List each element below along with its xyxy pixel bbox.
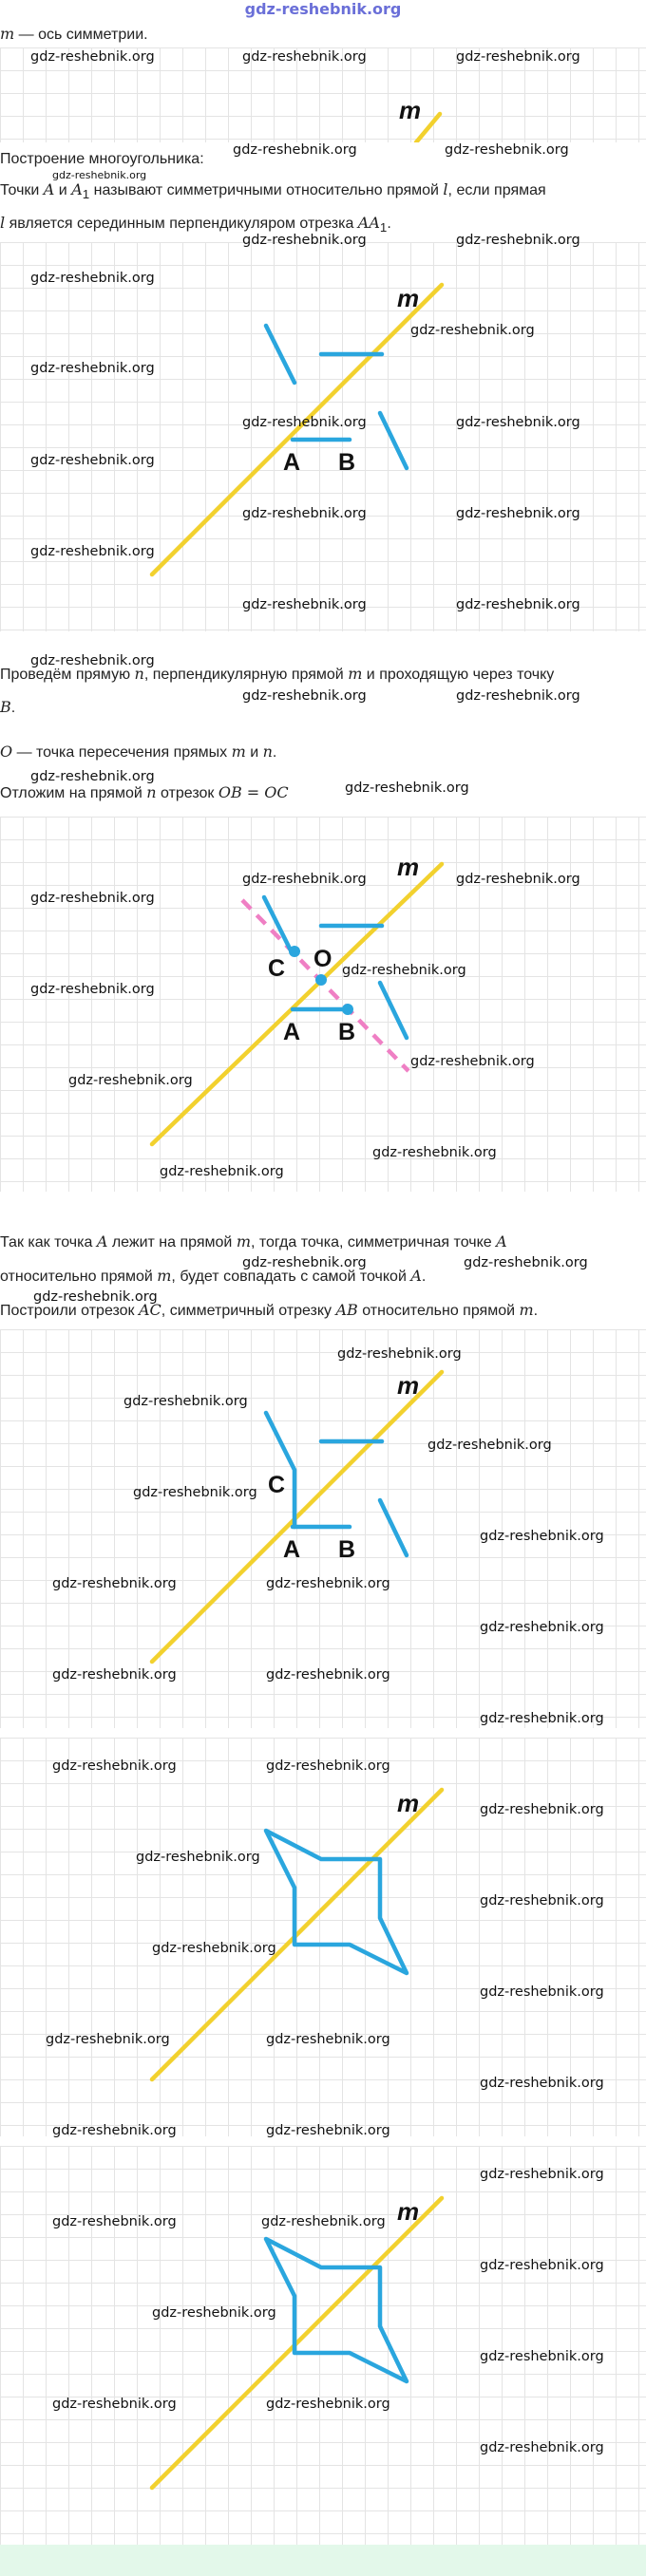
watermark: gdz-reshebnik.org [480,1711,604,1726]
site-title[interactable]: gdz-reshebnik.org [244,0,402,18]
watermark: gdz-reshebnik.org [261,2214,386,2229]
watermark: gdz-reshebnik.org [456,49,580,65]
watermark: gdz-reshebnik.org [456,688,580,704]
figure-initial-shape [0,242,646,631]
watermark: gdz-reshebnik.org [242,872,367,887]
watermark: gdz-reshebnik.org [30,769,155,784]
watermark: gdz-reshebnik.org [30,653,155,668]
watermark: gdz-reshebnik.org [52,2397,177,2412]
watermark: gdz-reshebnik.org [480,1529,604,1544]
watermark: gdz-reshebnik.org [52,1758,177,1774]
label-a: A [283,1019,301,1045]
watermark: gdz-reshebnik.org [124,1394,248,1409]
watermark: gdz-reshebnik.org [30,982,155,997]
watermark: gdz-reshebnik.org [30,891,155,906]
text-line-5: Проведём прямую n, перпендикулярную прямой m и проходящую через точку [0,665,555,683]
segment-upper-left [266,326,294,383]
watermark: gdz-reshebnik.org [456,233,580,248]
label-m: m [397,284,420,312]
watermark: gdz-reshebnik.org [480,2076,604,2091]
watermark: gdz-reshebnik.org [480,1802,604,1817]
watermark: gdz-reshebnik.org [133,1485,257,1500]
segment-lower-right [380,413,407,468]
watermark: gdz-reshebnik.org [52,1576,177,1591]
watermark: gdz-reshebnik.org [456,506,580,521]
watermark: gdz-reshebnik.org [480,2349,604,2364]
watermark: gdz-reshebnik.org [480,2167,604,2182]
watermark: gdz-reshebnik.org [266,2123,390,2138]
watermark: gdz-reshebnik.org [456,415,580,430]
watermark: gdz-reshebnik.org [52,169,147,181]
watermark: gdz-reshebnik.org [410,1054,535,1069]
label-b: B [338,449,356,476]
watermark: gdz-reshebnik.org [480,2440,604,2455]
watermark: gdz-reshebnik.org [242,688,367,704]
watermark: gdz-reshebnik.org [30,271,155,286]
label-a: A [283,449,301,476]
watermark: gdz-reshebnik.org [30,453,155,468]
label-c: C [268,955,286,982]
label-a: A [283,1536,301,1563]
watermark: gdz-reshebnik.org [480,1620,604,1635]
segment-lower-right [380,1500,407,1555]
label-m: m [397,2197,420,2226]
text-line-3: Точки A и $A_1$ называют симметричными относительно прямой l, если прямая [0,180,546,202]
watermark: gdz-reshebnik.org [342,963,466,978]
watermark: gdz-reshebnik.org [30,49,155,65]
axis-m-line [152,864,442,1144]
axis-m-line [152,2198,442,2488]
text-line-11: Построили отрезок AC, симметричный отрезку AB относительно прямой m. [0,1301,539,1319]
label-m: m [397,853,420,881]
watermark: gdz-reshebnik.org [266,2032,390,2047]
watermark: gdz-reshebnik.org [46,2032,170,2047]
watermark: gdz-reshebnik.org [445,142,569,158]
star-shape [266,2239,407,2381]
text-line-1: m — ось симметрии. [0,25,148,43]
watermark: gdz-reshebnik.org [242,49,367,65]
watermark: gdz-reshebnik.org [242,597,367,612]
watermark: gdz-reshebnik.org [456,872,580,887]
text-line-10: относительно прямой m, будет совпадать с самой точкой A. [0,1267,427,1285]
label-m: m [399,96,422,124]
watermark: gdz-reshebnik.org [242,506,367,521]
watermark: gdz-reshebnik.org [410,323,535,338]
watermark: gdz-reshebnik.org [266,1576,390,1591]
label-m: m [397,1371,420,1400]
figure-final-svg [0,2146,646,2545]
watermark: gdz-reshebnik.org [456,597,580,612]
watermark: gdz-reshebnik.org [233,142,357,158]
segment-c-path [266,1413,294,1527]
text-line-7: O — точка пересечения прямых m и n. [0,743,277,761]
watermark: gdz-reshebnik.org [337,1346,462,1362]
text-line-4: l является серединным перпендикуляром отрезка $AA_1$. [0,214,391,235]
watermark: gdz-reshebnik.org [52,2214,177,2229]
label-b: B [338,1536,356,1563]
watermark: gdz-reshebnik.org [480,1893,604,1908]
watermark: gdz-reshebnik.org [242,233,367,248]
text-line-9: Так как точка A лежит на прямой m, тогда точка, симметричная точке A [0,1232,507,1250]
text-line-8: Отложим на прямой n отрезок OB = OC [0,783,289,801]
watermark: gdz-reshebnik.org [266,1667,390,1683]
watermark: gdz-reshebnik.org [428,1438,552,1453]
watermark: gdz-reshebnik.org [33,1289,158,1305]
watermark: gdz-reshebnik.org [464,1255,588,1270]
watermark: gdz-reshebnik.org [345,780,469,796]
figure-initial-svg [0,242,646,631]
watermark: gdz-reshebnik.org [242,415,367,430]
watermark: gdz-reshebnik.org [136,1850,260,1865]
watermark: gdz-reshebnik.org [30,544,155,559]
watermark: gdz-reshebnik.org [160,1164,284,1179]
star-shape [266,1831,407,1973]
watermark: gdz-reshebnik.org [266,1758,390,1774]
segment-upper-left [264,897,293,954]
watermark: gdz-reshebnik.org [266,2397,390,2412]
watermark: gdz-reshebnik.org [480,1984,604,2000]
watermark: gdz-reshebnik.org [68,1073,193,1088]
label-b: B [338,1019,356,1045]
label-o: O [314,946,332,972]
watermark: gdz-reshebnik.org [152,1941,276,1956]
text-line-6: B. [0,698,16,716]
label-m: m [397,1789,420,1817]
segment-lower-right [380,983,407,1038]
watermark: gdz-reshebnik.org [480,2258,604,2273]
watermark: gdz-reshebnik.org [52,1667,177,1683]
footer-bar [0,2545,646,2576]
text-line-2: Построение многоугольника: [0,151,204,167]
watermark: gdz-reshebnik.org [242,1255,367,1270]
point-c [289,946,300,957]
point-o [315,974,327,986]
point-b [342,1004,353,1015]
watermark: gdz-reshebnik.org [30,361,155,376]
axis-m-line [152,1372,442,1662]
figure-final-shape [0,2146,646,2545]
watermark: gdz-reshebnik.org [372,1145,497,1160]
watermark: gdz-reshebnik.org [52,2123,177,2138]
watermark: gdz-reshebnik.org [152,2305,276,2321]
label-c: C [268,1472,286,1498]
